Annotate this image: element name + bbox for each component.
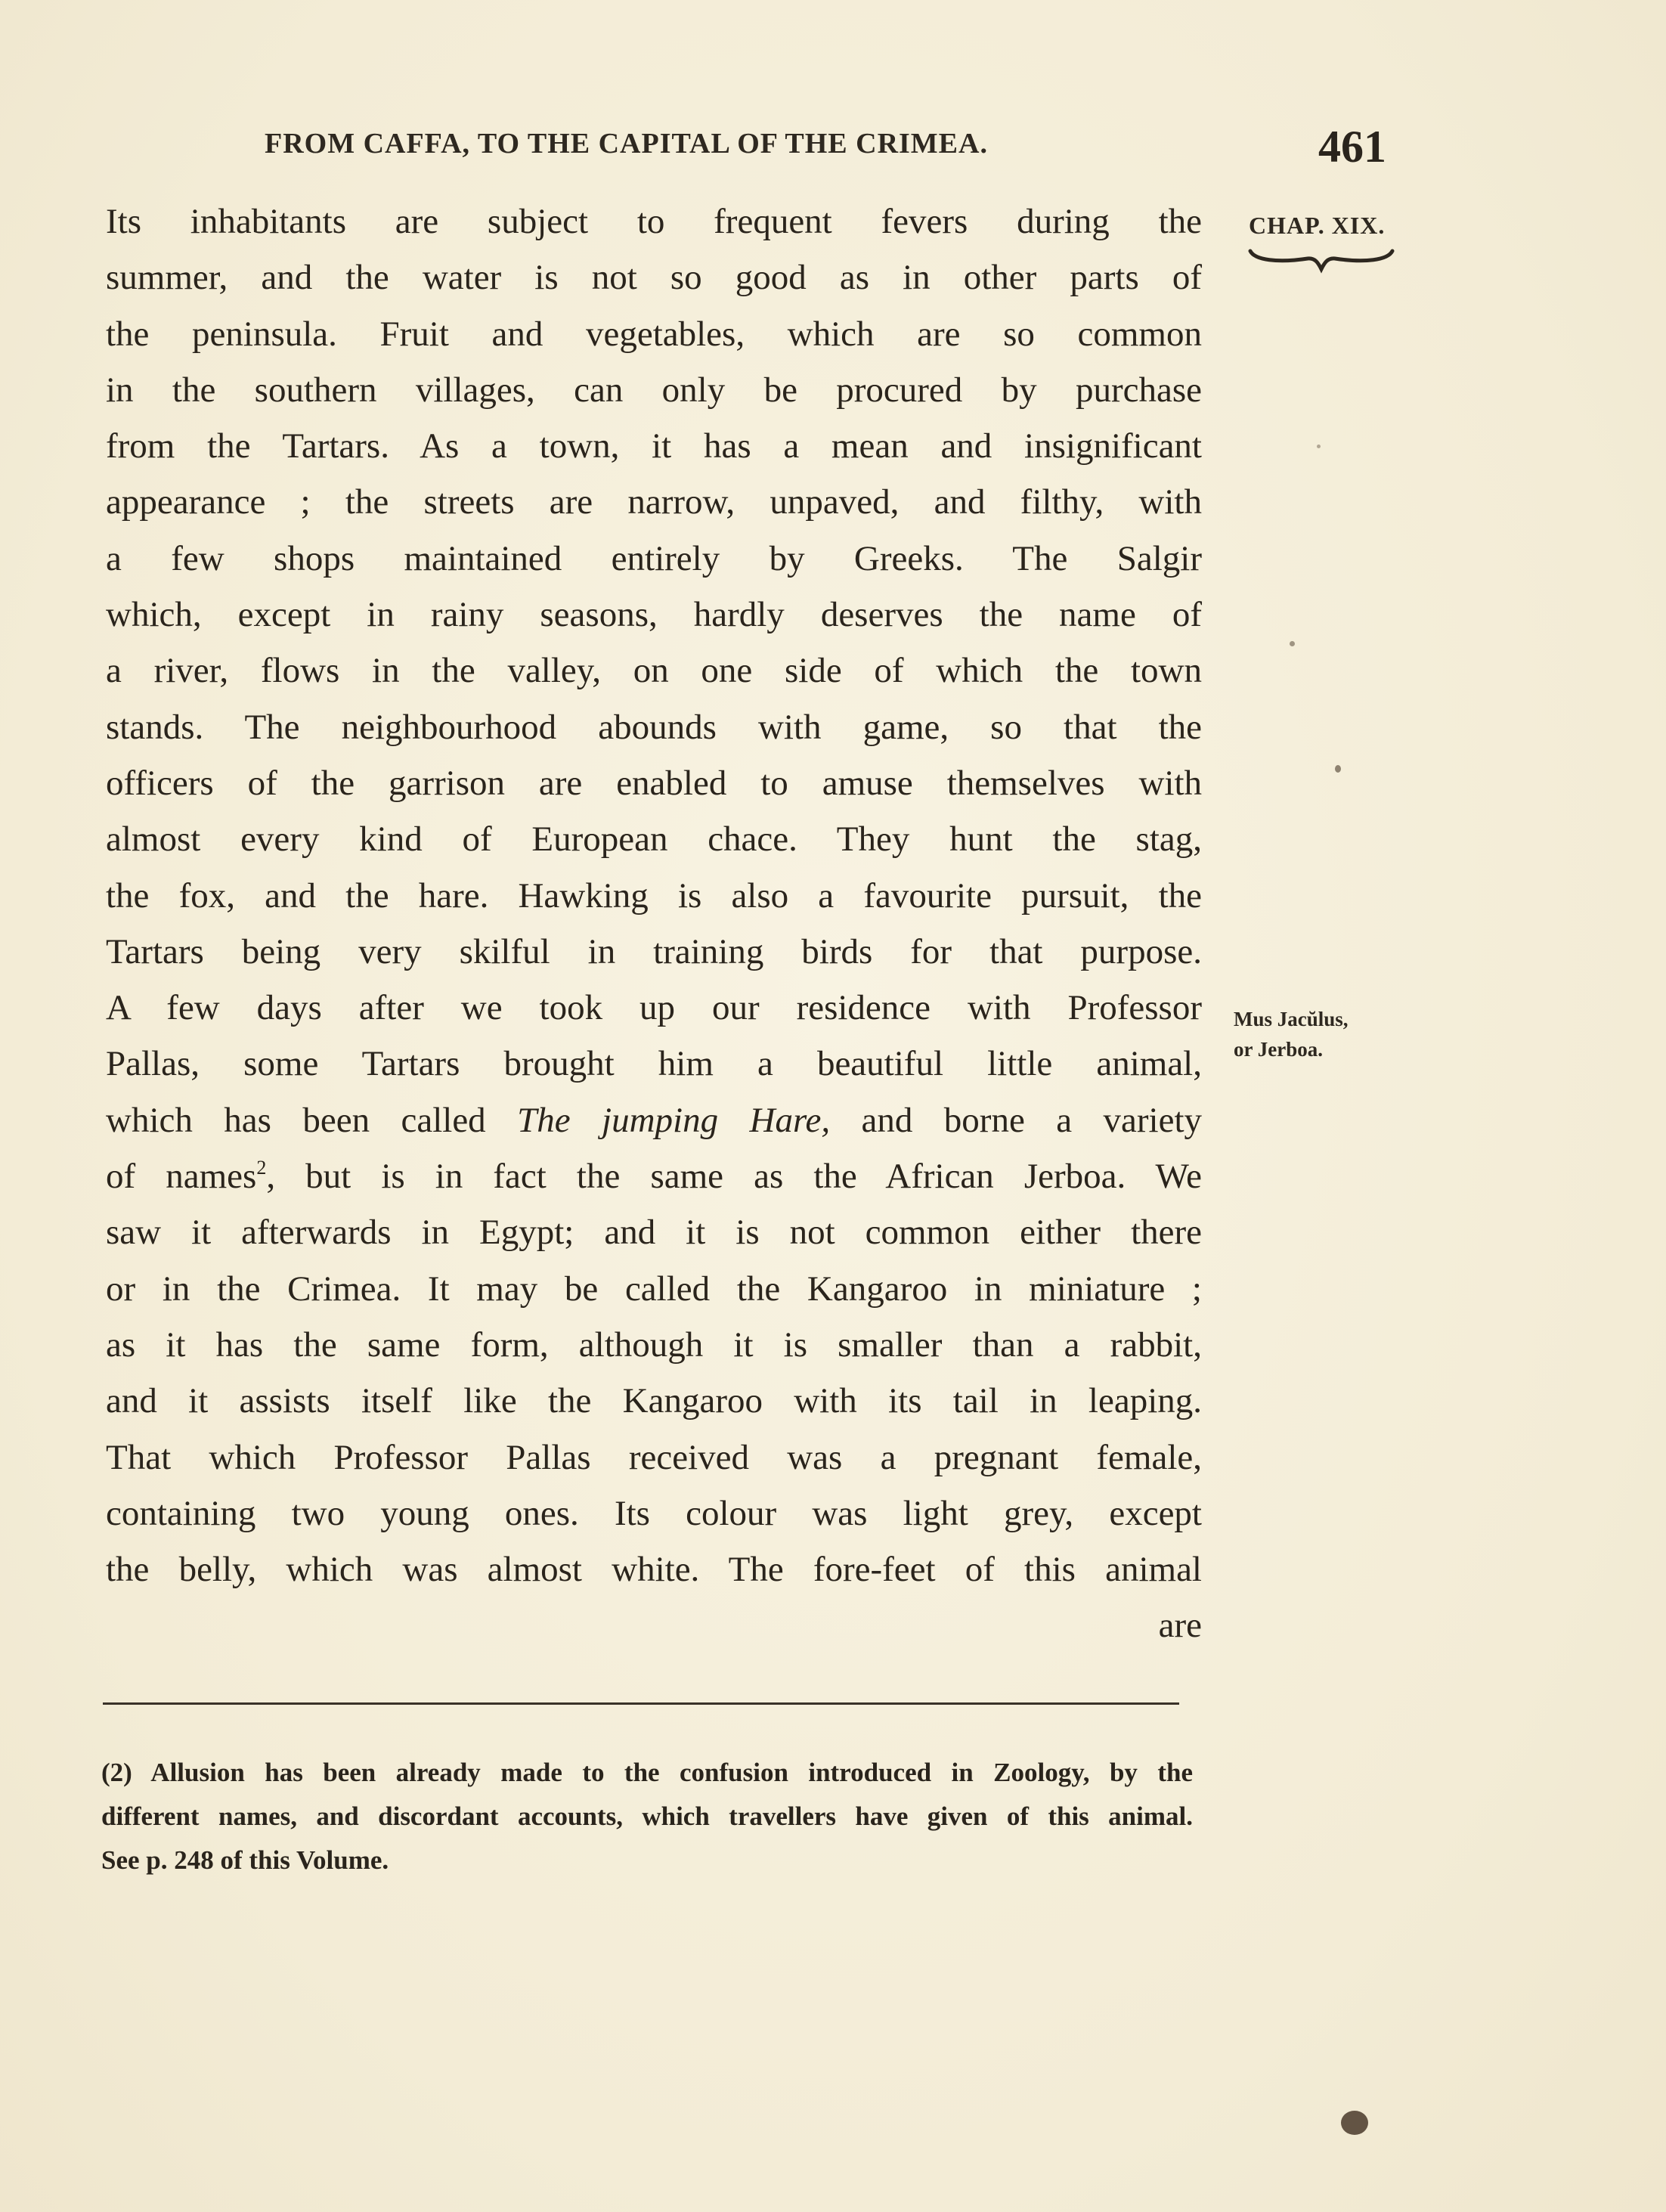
text-line: stands. The neighbourhood abounds with game, so that the — [106, 707, 1202, 747]
text-line: A few days after we took up our residence with Professor — [106, 988, 1202, 1028]
paper-blemish — [1335, 765, 1341, 773]
text-line: and it assists itself like the Kangaroo with its tail in leaping. — [106, 1381, 1202, 1421]
running-title: FROM CAFFA, TO THE CAPITAL OF THE CRIMEA. — [265, 128, 988, 160]
footnote — [101, 1751, 1193, 1882]
text-line: Its inhabitants are subject to frequent fevers during the — [106, 202, 1202, 241]
footnote-line: See p. 248 of this Volume. — [101, 1845, 389, 1875]
text-line-with-italic — [106, 1092, 1202, 1148]
brace-ornament-icon — [1247, 246, 1395, 274]
margin-note-line-2: or Jerboa. — [1234, 1038, 1323, 1061]
footnote-line: different names, and discordant accounts, which travellers have given of this animal. — [101, 1802, 1193, 1831]
text-line: a river, flows in the valley, on one side of which the town — [106, 651, 1202, 691]
text-line: Pallas, some Tartars brought him a beautiful little animal, — [106, 1044, 1202, 1084]
margin-note-line-1: Mus Jacŭlus, — [1234, 1008, 1349, 1030]
text-segment: , but is in fact the same as the African Jerboa. We — [266, 1157, 1202, 1197]
paper-blemish — [1317, 445, 1321, 448]
text-line: That which Professor Pallas received was a pregnant female, — [106, 1437, 1202, 1477]
text-line: almost every kind of European chace. They hunt the stag, — [106, 819, 1202, 860]
chapter-marker: CHAP. XIX. — [1249, 212, 1386, 239]
text-line: the fox, and the hare. Hawking is also a favourite pursuit, the — [106, 875, 1202, 915]
catchword: are — [1158, 1606, 1202, 1646]
margin-note — [1234, 1004, 1349, 1064]
text-segment: which has been called — [106, 1100, 486, 1140]
paper-blemish — [1341, 2111, 1368, 2135]
text-line: a few shops maintained entirely by Greeks. The Salgir — [106, 538, 1202, 578]
footnote-divider — [103, 1702, 1179, 1705]
footnote-line: (2) Allusion has been already made to the confusion introduced in Zoology, by the — [101, 1758, 1193, 1787]
text-segment: and borne a variety — [861, 1100, 1203, 1140]
italic-title: The jumping Hare, — [517, 1100, 831, 1140]
text-line: or in the Crimea. It may be called the Kangaroo in miniature ; — [106, 1269, 1202, 1309]
text-line: summer, and the water is not so good as in other parts of — [106, 258, 1202, 298]
text-line: from the Tartars. As a town, it has a mean and insignificant — [106, 426, 1202, 466]
text-segment: of names — [106, 1157, 257, 1197]
text-line: as it has the same form, although it is smaller than a rabbit, — [106, 1324, 1202, 1365]
text-line: in the southern villages, can only be procured by purchase — [106, 370, 1202, 410]
body-text — [106, 194, 1202, 1654]
text-line: containing two young ones. Its colour was light grey, except — [106, 1493, 1202, 1533]
text-line-with-footnote-ref — [106, 1148, 1202, 1204]
text-line: saw it afterwards in Egypt; and it is not common either there — [106, 1213, 1202, 1253]
text-line: which, except in rainy seasons, hardly deserves the name of — [106, 595, 1202, 635]
page-number: 461 — [1318, 122, 1386, 172]
paper-blemish — [1290, 641, 1295, 646]
text-line: appearance ; the streets are narrow, unpaved, and filthy, with — [106, 482, 1202, 522]
text-line: the belly, which was almost white. The fore-feet of this animal — [106, 1550, 1202, 1590]
footnote-reference[interactable]: 2 — [256, 1157, 267, 1179]
text-line: Tartars being very skilful in training birds for that purpose. — [106, 931, 1202, 971]
text-line: the peninsula. Fruit and vegetables, which are so common — [106, 314, 1202, 354]
text-line: officers of the garrison are enabled to amuse themselves with — [106, 763, 1202, 803]
